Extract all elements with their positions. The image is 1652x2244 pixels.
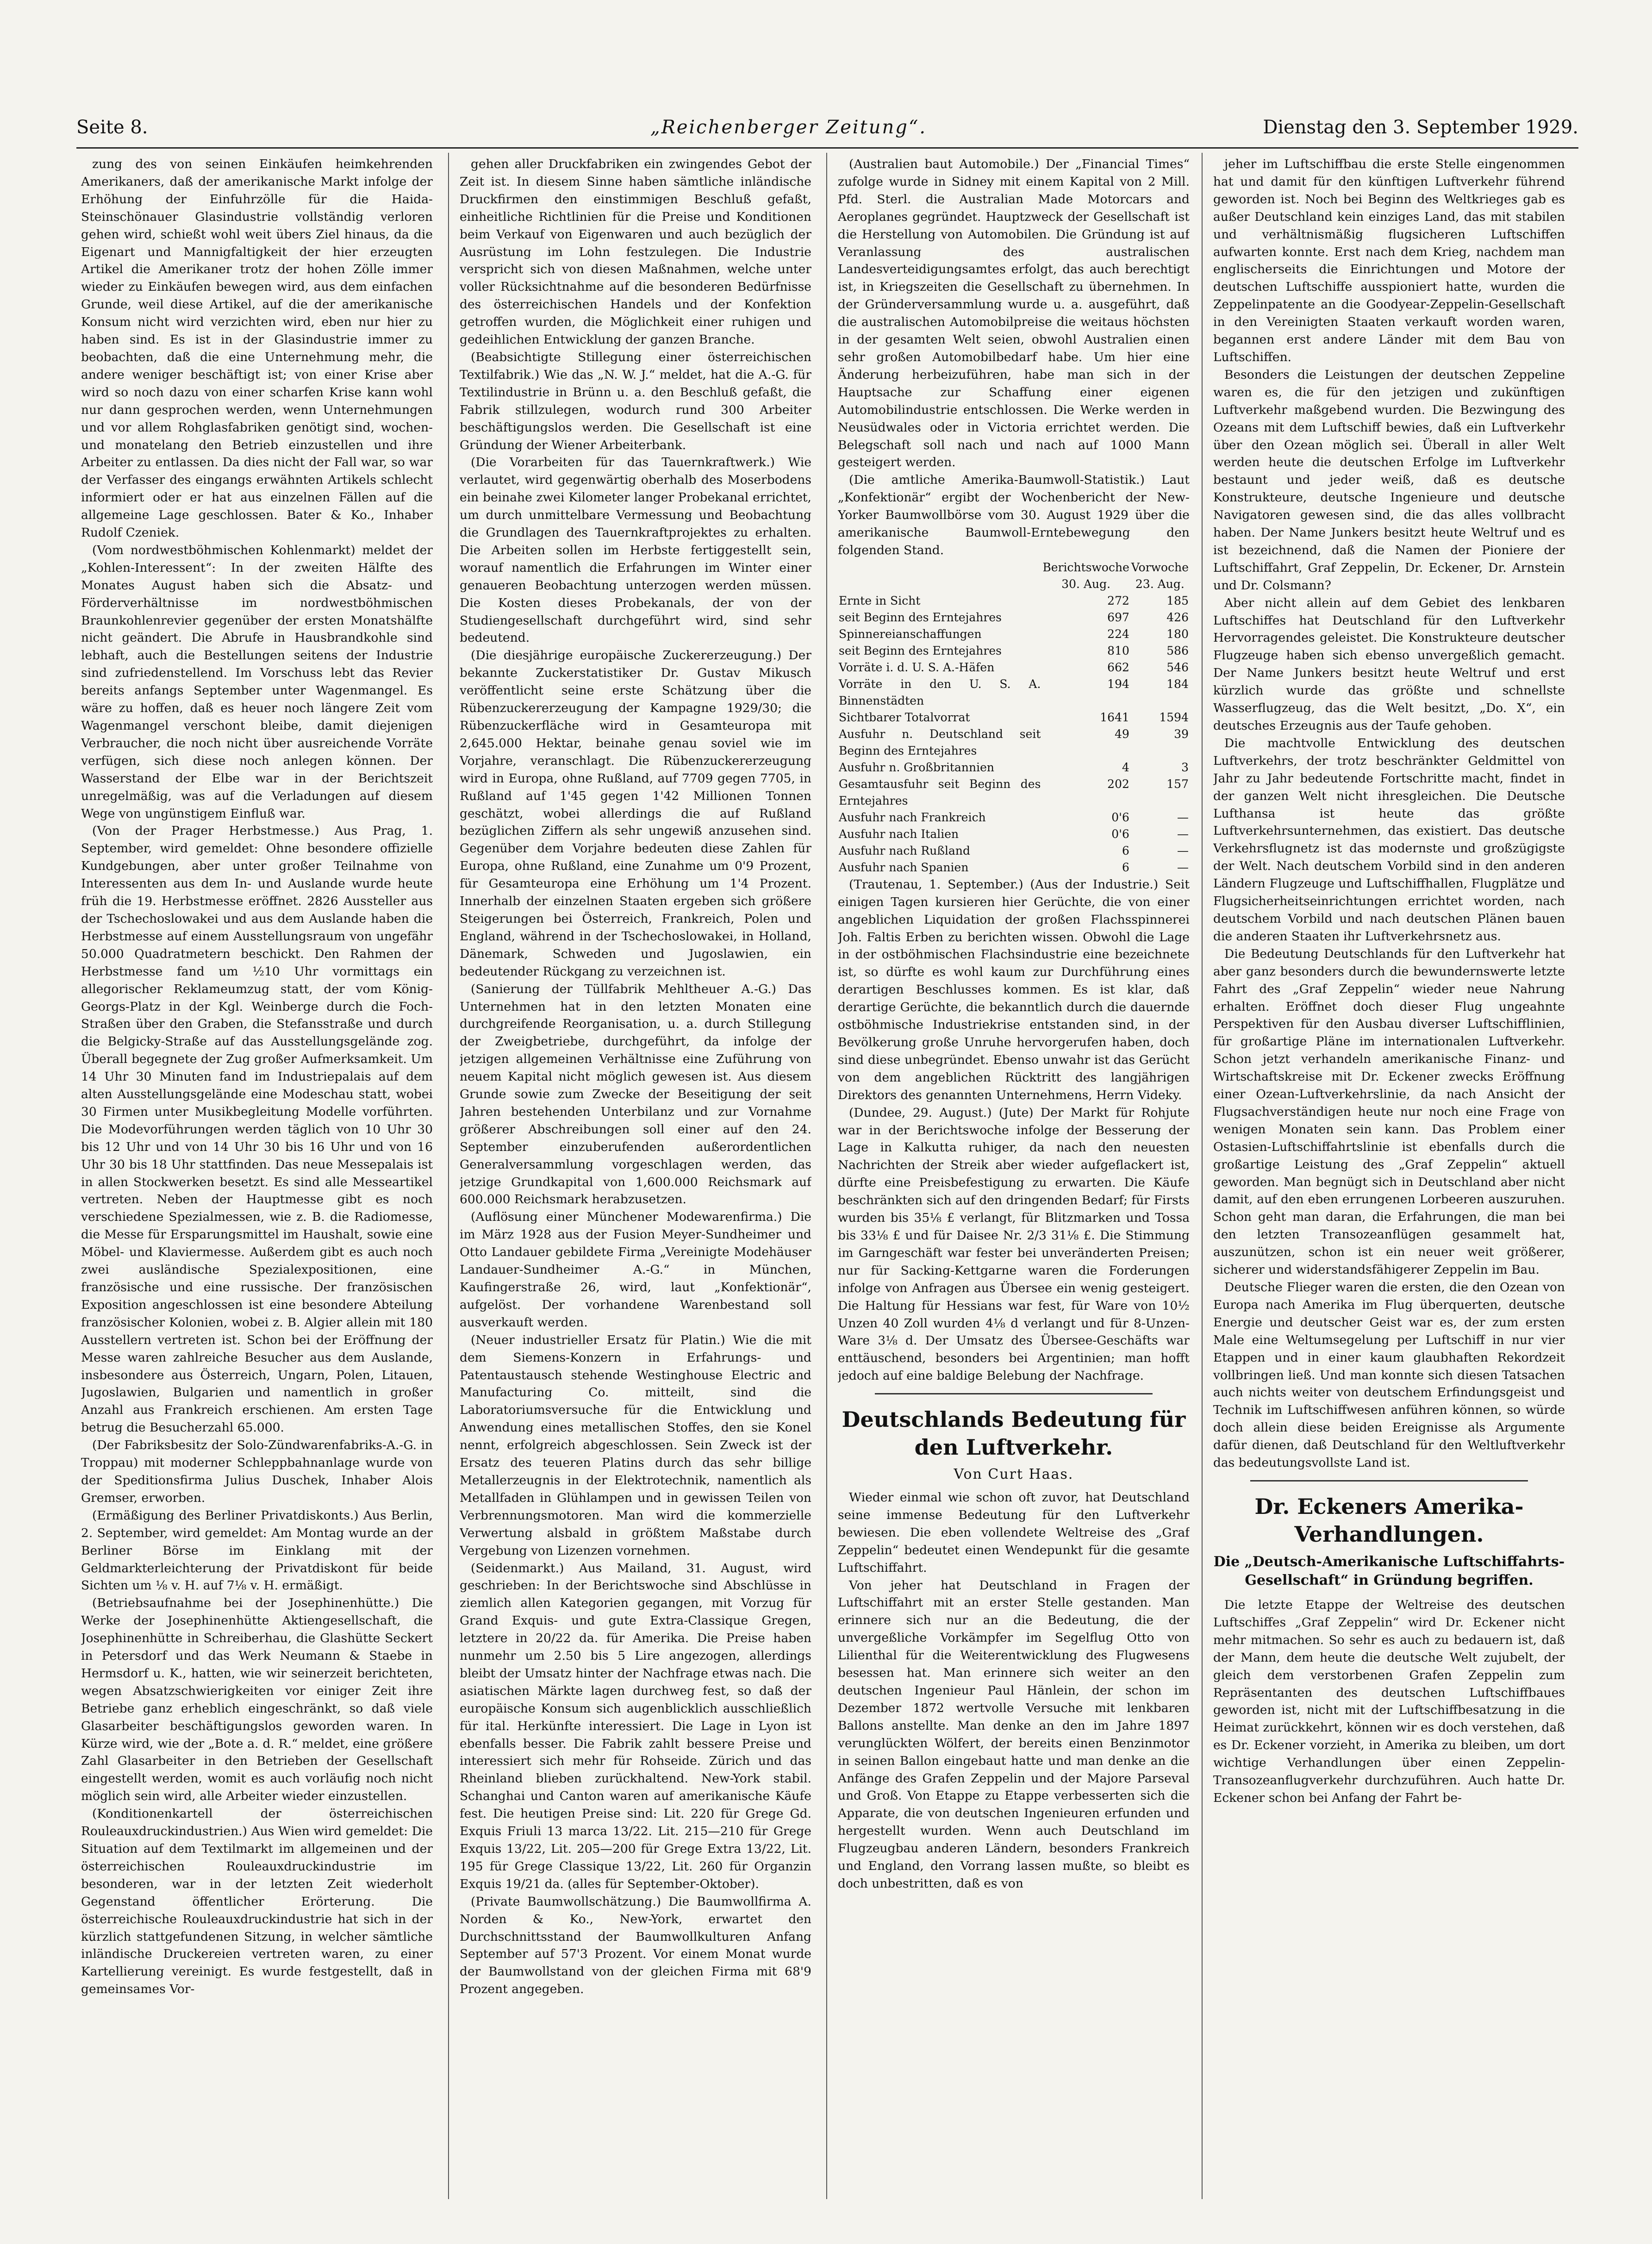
- table-cell-value: 4: [1122, 760, 1129, 774]
- table-cell-label: Ausfuhr nach Spanien: [839, 860, 969, 874]
- table-row: [838, 843, 1190, 859]
- table-cell-value: 3: [1181, 760, 1189, 774]
- table-cell-label: Sichtbarer Totalvorrat: [839, 710, 970, 724]
- table-cell-label: Ausfuhr nach Rußland: [839, 844, 971, 857]
- table-row: [838, 676, 1190, 709]
- table-cell-value: 194: [1107, 677, 1129, 691]
- section-rule: [1250, 1480, 1528, 1481]
- column-divider: [1202, 153, 1203, 2199]
- paragraph: (Dundee, 29. August.) (Jute) Der Markt für Rohjute war in der Berichtswoche infolge der Besserung der Lage in Kalkutta ruhiger, da nach den neuesten Nachrichten der Streik aber wieder aufgeflackert ist, dürfte eine Preisbefestigung zu erwarten. Die Käufe beschränkten sich auf den dringenden Bedarf; für Firsts wurden bis 35⅛ £ verlangt, für Blitzmarken und Tossa bis 33⅛ £ und für Daisee Nr. 2/3 31⅛ £. Die Stimmung im Garngeschäft war fester bei unveränderten Preisen; nur für Sacking-Kettgarne waren die Forderungen infolge von Anfragen aus Übersee ein wenig gesteigert. Die Haltung für Hessians war fest, für Ware von 10½ Unzen 40 Zoll wurden 4⅛ d verlangt und für 8-Unzen-Ware 3⅛ d. Der Umsatz des Übersee-Geschäfts war enttäuschend, besonders bei Argentinien; man hofft jedoch auf eine baldige Belebung der Nachfrage.: [838, 1105, 1190, 1383]
- paragraph: (Neuer industrieller Ersatz für Platin.) Wie die mit dem Siemens-Konzern in Erfahrungs- und Patentaustausch stehende Westinghouse Electric and Manufacturing Co. mitteilt, sind die Laboratoriumsversuche für die Entwicklung und Anwendung eines metallischen Stoffes, den sie Konel nennt, erfolgreich abgeschlossen. Sein Zweck ist der Ersatz des teueren Platins durch das sehr billige Metallerzeugnis in der Elektrotechnik, namentlich als Metallfaden in Glühlampen und in gewissen Teilen von Verbrennungsmotoren. Man wird die kommerzielle Verwertung alsbald in größtem Maßstabe durch Vergebung von Lizenzen vornehmen.: [460, 1332, 811, 1558]
- table-cell-value: 0'6: [1111, 827, 1129, 841]
- paragraph: Die machtvolle Entwicklung des deutschen Luftverkehrs, der trotz beschränkter Geldmittel von Jahr zu Jahr bedeutende Fortschritte macht, findet in der ganzen Welt nicht ihresgleichen. Die Deutsche Lufthansa ist heute das größte Luftverkehrsunternehmen, das existiert. Das deutsche Verkehrsflugnetz ist das modernste und großzügigste der Welt. Nach deutschem Vorbild sind in den anderen Ländern Flugzeuge und Luftschiffhallen, Flugplätze und Flugsicherheitseinrichtungen errichtet worden, nach deutschem Vorbild und nach deutschen Plänen bauen die anderen Staaten ihr Luftverkehrsnetz aus.: [1213, 736, 1565, 944]
- table-cell-label: Ausfuhr n. Deutschland seit Beginn des Erntejahres: [839, 727, 1041, 757]
- paragraph: (Australien baut Automobile.) Der „Financial Times“ zufolge wurde in Sidney mit einem Kapital von 2 Mill. Pfd. Sterl. die Australian Made Motorcars and Aeroplanes gegründet. Hauptzweck der Gesellschaft ist die Herstellung von Automobilen. Die Gründung ist auf Veranlassung des australischen Landesverteidigungsamtes erfolgt, das auch berechtigt ist, in Kriegszeiten die Gesellschaft zu übernehmen. In der Gründerversammlung wurde u. a. ausgeführt, daß die australischen Automobilpreise die weitaus höchsten in der gesamten Welt seien, obwohl Australien einen sehr großen Automobilbedarf habe. Um hier eine Änderung herbeizuführen, habe man sich in der Hauptsache zur Schaffung einer eigenen Automobilindustrie entschlossen. Die Werke werden in Neusüdwales oder in Victoria errichtet werden. Die Belegschaft soll nach und nach auf 1000 Mann gesteigert werden.: [838, 157, 1190, 470]
- paragraph: (Die Vorarbeiten für das Tauernkraftwerk.) Wie verlautet, wird gegenwärtig oberhalb des Moserbodens ein beinahe zwei Kilometer langer Probekanal errichtet, um durch unmittelbare Vermessung und Beobachtung die Grundlagen des Tauernkraftprojektes zu erhalten. Die Arbeiten sollen im Herbste fertiggestellt sein, worauf namentlich die Erfahrungen im Winter einer genaueren Beobachtung unterzogen werden müssen. Die Kosten dieses Probekanals, der von der Studiengesellschaft durchgeführt wird, sind sehr bedeutend.: [460, 455, 811, 645]
- table-cell-value: 49: [1115, 727, 1129, 741]
- table-row: [838, 759, 1190, 776]
- table-cell-value: —: [1177, 810, 1189, 824]
- table-cell-value: 1594: [1159, 710, 1189, 724]
- table-cell-value: 185: [1166, 594, 1189, 607]
- paragraph: Besonders die Leistungen der deutschen Zeppeline waren es, die für den jetzigen und zukünftigen Luftverkehr maßgebend wurden. Die Bezwingung des Ozeans mit dem Luftschiff bewies, daß ein Luftverkehr über den Ozean möglich sei. Überall in aller Welt werden heute die deutschen Erfolge im Luftverkehr bestaunt und jeder weiß, daß es deutsche Konstrukteure, deutsche Ingenieure und deutsche Navigatoren gewesen sind, die das alles vollbracht haben. Der Name Junkers besitzt heute Weltruf und es ist bezeichnend, daß die Namen der Pioniere der Luftschiffahrt, Graf Zeppelin, Dr. Eckener, Dr. Arnstein und Dr. Colsmann?: [1213, 367, 1565, 593]
- article-headline: Deutschlands Bedeutung für den Luftverkehr.: [842, 1407, 1186, 1460]
- table-cell-label: Spinnereianschaffungen: [839, 627, 982, 641]
- paragraph: gehen aller Druckfabriken ein zwingendes Gebot der Zeit ist. In diesem Sinne haben sämtliche inländische Druckfirmen den einstimmigen Beschluß gefaßt, einheitliche Richtlinien für die Preise und Konditionen beim Verkauf von Eigenwaren und auch bezüglich der Ausrüstung im Lohn festzulegen. Die Industrie verspricht sich von diesen Maßnahmen, welche unter voller Rücksichtnahme auf die besonderen Bedürfnisse des österreichischen Handels und der Konfektion getroffen wurden, die Möglichkeit einer ruhigen und gedeihlichen Entwicklung der ganzen Branche.: [460, 157, 811, 347]
- header-rule: [76, 147, 1578, 149]
- paragraph: (Vom nordwestböhmischen Kohlenmarkt) meldet der „Kohlen-Interessent“: In der zweiten Hälfte des Monates August haben sich die Absatz- und Förderverhältnisse im nordwestböhmischen Braunkohlenrevier gegenüber der ersten Monatshälfte nicht geändert. Die Abrufe in Hausbrandkohle sind lebhaft, auch die Bestellungen seitens der Industrie sind zufriedenstellend. Im Vorschuss lebt das Revier bereits anfangs September unter Wagenmangel. Es wäre zu hoffen, daß es heuer noch längere Zeit vom Wagenmangel verschont bleibe, damit diejenigen Verbraucher, die noch nicht über ausreichende Vorräte verfügen, sich diese noch anlegen können. Der Wasserstand der Elbe war in der Berichtszeit unregelmäßig, was auf die Verladungen auf diesem Wege von ungünstigem Einfluß war.: [81, 543, 433, 821]
- paragraph: Die Bedeutung Deutschlands für den Luftverkehr hat aber ganz besonders durch die bewundernswerte letzte Fahrt des „Graf Zeppelin“ wieder neue Nahrung erhalten. Eröffnet doch dieser Flug ungeahnte Perspektiven für den Ausbau diverser Luftschifflinien, für großartige Pläne im internationalen Luftverkehr. Schon jetzt verhandeln amerikanische Finanz- und Wirtschaftskreise mit Dr. Eckener zwecks Eröffnung einer Ozean-Luftverkehrslinie, da nach Ansicht der Flugsachverständigen heute nur noch eine Frage von wenigen Monaten sein kann. Das Problem einer Ostasien-Luftschiffahrtslinie ist ebenfalls durch die großartige Leistung des „Graf Zeppelin“ aktuell geworden. Man begnügt sich in Deutschland aber nicht damit, auf den eben errungenen Lorbeeren auszuruhen. Schon geht man daran, die Erfahrungen, die man bei den letzten Transozeanflügen gesammelt hat, auszunützen, schon ist ein neuer weit größerer, sicherer und widerstandsfähigerer Zeppelin im Bau.: [1213, 946, 1565, 1277]
- paragraph: (Ermäßigung des Berliner Privatdiskonts.) Aus Berlin, 2. September, wird gemeldet: Am Montag wurde an der Berliner Börse im Einklang mit der Geldmarkterleichterung der Privatdiskont für beide Sichten um ⅛ v. H. auf 7⅛ v. H. ermäßigt.: [81, 1508, 433, 1593]
- issue-date: Dienstag den 3. September 1929.: [1263, 117, 1578, 138]
- paragraph: (Seidenmarkt.) Aus Mailand, 31. August, wird geschrieben: In der Berichtswoche sind Abschlüsse in ziemlich allen Kategorien gegangen, mit Vorzug für Grand Exquis- und gute Extra-Classique Gregen, letztere in 20/22 da. für Amerika. Die Preise haben nunmehr um 2.50 bis 5 Lire angezogen, allerdings bleibt der Umsatz hinter der Nachfrage etwas nach. Die asiatischen Märkte lagen durchweg fest, so daß der europäische Konsum sich augenblicklich ausschließlich für ital. Herkünfte interessiert. Die Lage in Lyon ist ebenfalls besser. Die Fabrik zahlt bessere Preise und interessiert sich mehr für Rohseide. Zürich und das Rheinland blieben zurückhaltend. New-York stabil. Schanghai und Canton waren auf amerikanische Käufe fest. Die heutigen Preise sind: Lit. 220 für Grege Gd. Exquis Friuli 13 marca 13/22. Lit. 215—210 für Grege Exquis 13/22, Lit. 205—200 für Grege Extra 13/22, Lit. 195 für Grege Classique 13/22, Lit. 260 für Organzin Exquis 19/21 da. (alles für September-Oktober).: [460, 1561, 811, 1891]
- table-cell-value: 546: [1166, 660, 1189, 674]
- table-col-header: Berichtswoche 30. Aug.: [1042, 560, 1129, 591]
- table-cell-label: Ausfuhr nach Frankreich: [839, 810, 986, 824]
- second-headline: Dr. Eckeners Amerika-Verhandlungen.: [1254, 1494, 1524, 1547]
- paragraph: zung des von seinen Einkäufen heimkehrenden Amerikaners, daß der amerikanische Markt infolge der Erhöhung der Einfuhrzölle für die Haida-Steinschönauer Glasindustrie vollständig verloren gehen wird, schießt wohl weit übers Ziel hinaus, da die Eigenart und Mannigfaltigkeit der hier erzeugten Artikel die Amerikaner trotz der hohen Zölle immer wieder zu Einkäufen bewegen wird, aus dem einfachen Grunde, weil diese Artikel, auf die der amerikanische Konsum nicht wird verzichten wird, eben nur hier zu haben sind. Es ist in der Glasindustrie immer zu beobachten, daß die eine Unternehmung mehr, die andere weniger beschäftigt ist; von einer Krise aber wird so noch dazu von einer scharfen Krise kann wohl nur dann gesprochen werden, wenn Unternehmungen und vor allem Rohglasfabriken genötigt sind, wochen- und monatelang den Betrieb einzustellen und ihre Arbeiter zu entlassen. Da dies nicht der Fall war, so war der Verfasser des eingangs erwähnten Artikels schlecht informiert oder er hat aus einzelnen Fällen auf die allgemeine Lage geschlossen. Bater & Ko., Inhaber Rudolf Czeniek.: [81, 157, 433, 540]
- second-subhead: Die „Deutsch-Amerikanische Luftschiffahrts-Gesellschaft“ in Gründung begriffen.: [1213, 1553, 1565, 1588]
- table-row: [838, 593, 1190, 609]
- newspaper-title: „Reichenberger Zeitung“.: [650, 117, 927, 138]
- table-row: [838, 826, 1190, 843]
- page-header: [76, 115, 1578, 144]
- column-4: [1213, 156, 1565, 2225]
- paragraph: (Die diesjährige europäische Zuckererzeugung.) Der bekannte Zuckerstatistiker Dr. Gustav Mikusch veröffentlicht seine erste Schätzung über die Rübenzuckererzeugung der Kampagne 1929/30; die Rübenzuckerfläche wird in Gesamteuropa mit 2,645.000 Hektar, beinahe genau soviel wie im Vorjahre, veranschlagt. Die Rübenzuckererzeugung wird in Europa, ohne Rußland, auf 7709 gegen 7705, in Rußland auf 1'45 gegen 1'42 Millionen Tonnen geschätzt, wobei allerdings die auf Rußland bezüglichen Ziffern als sehr ungewiß anzusehen sind. Gegenüber dem Vorjahre bedeuten diese Zahlen für Europa, ohne Rußland, eine Zunahme um 0'9 Prozent, für Gesamteuropa eine Erhöhung um 1'4 Prozent. Innerhalb der einzelnen Staaten ergeben sich größere Steigerungen bei Österreich, Frankreich, Polen und England, während in der Tschechoslowakei, in Holland, Dänemark, Schweden und Jugoslawien, ein bedeutender Rückgang zu verzeichnen ist.: [460, 648, 811, 979]
- table-row: [838, 626, 1190, 643]
- paragraph: jeher im Luftschiffbau die erste Stelle eingenommen hat und damit für den künftigen Luftverkehr führend geworden ist. Noch bei Beginn des Weltkrieges gab es außer Deutschland kein einziges Land, das mit stabilen und verhältnismäßig flugsicheren Luftschiffen aufwarten konnte. Erst nach dem Krieg, nachdem man englischerseits die Einrichtungen und Motore der deutschen Luftschiffe ausspioniert hatte, wurden die Zeppelinpatente an die Goodyear-Zeppelin-Gesellschaft in den Vereinigten Staaten verkauft worden waren, begannen erst andere Länder mit dem Bau von Luftschiffen.: [1213, 157, 1565, 364]
- paragraph: (Auflösung einer Münchener Modewarenfirma.) Die im März 1928 aus der Fusion Meyer-Sundheimer und Otto Landauer gebildete Firma „Vereinigte Modehäuser Landauer-Sundheimer A.-G.“ in München, Kaufingerstraße 26, wird, laut „Konfektionär“, aufgelöst. Der vorhandene Warenbestand soll ausverkauft werden.: [460, 1210, 811, 1330]
- paragraph: (Private Baumwollschätzung.) Die Baumwollfirma A. Norden & Ko., New-York, erwartet den Durchschnittsstand der Baumwollkulturen Anfang September auf 57'3 Prozent. Vor einem Monat wurde der Baumwollstand von der gleichen Firma mit 68'9 Prozent angegeben.: [460, 1894, 811, 1997]
- table-cell-value: 810: [1107, 644, 1129, 657]
- table-cell-value: 0'6: [1111, 810, 1129, 824]
- table-cell-value: —: [1177, 844, 1189, 857]
- table-row: [838, 776, 1190, 809]
- table-row: [838, 709, 1190, 726]
- paragraph: (Beabsichtigte Stillegung einer österreichischen Textilfabrik.) Wie das „N. W. J.“ meldet, hat die A.-G. für Textilindustrie in Brünn u. a. den Beschluß gefaßt, die Fabrik stillzulegen, wodurch rund 300 Arbeiter beschäftigungslos werden. Die Gesellschaft ist eine Gründung der Wiener Arbeiterbank.: [460, 350, 811, 452]
- table-cell-label: Ernte in Sicht: [839, 594, 921, 607]
- paragraph: Aber nicht allein auf dem Gebiet des lenkbaren Luftschiffes hat Deutschland für den Luftverkehr Hervorragendes geleistet. Die Konstrukteure deutscher Flugzeuge haben sich ebenso unvergeßlich gemacht. Der Name Junkers besitzt heute Weltruf und erst kürzlich wurde das größte und schnellste Wasserflugzeug, das die Welt besitzt, „Do. X“, ein deutsches Erzeugnis aus der Taufe gehoben.: [1213, 595, 1565, 733]
- table-cell-label: Vorräte in den U. S. A. Binnenstädten: [839, 677, 1041, 707]
- table-cell-label: Vorräte i. d. U. S. A.-Häfen: [839, 660, 995, 674]
- paragraph: Wieder einmal wie schon oft zuvor, hat Deutschland seine immense Bedeutung für den Luftverkehr bewiesen. Die eben vollendete Weltreise des „Graf Zeppelin“ bedeutet einen Wendepunkt für die gesamte Luftschiffahrt.: [838, 1490, 1190, 1575]
- table-cell-label: seit Beginn des Erntejahres: [839, 644, 1002, 657]
- cotton-statistics-table: [838, 559, 1190, 876]
- paragraph: (Sanierung der Tüllfabrik Mehltheuer A.-G.) Das Unternehmen hat in den letzten Monaten eine durchgreifende Reorganisation, u. a. durch Stillegung der Zweigbetriebe, durchgeführt, da infolge der jetzigen allgemeinen Verhältnisse eine Zuführung von neuem Kapital nicht möglich gewesen ist. Aus diesem Grunde sowie zum Zwecke der Beseitigung der seit Jahren bestehenden Unterbilanz und zur Vornahme größerer Abschreibungen soll einer auf den 24. September einzuberufenden außerordentlichen Generalversammlung vorgeschlagen werden, das jetzige Grundkapital von 1,600.000 Reichsmark auf 600.000 Reichsmark herabzusetzen.: [460, 981, 811, 1207]
- table-cell-value: 426: [1166, 610, 1189, 624]
- table-cell-value: 184: [1166, 677, 1189, 691]
- column-divider: [826, 153, 827, 2199]
- column-1: [81, 156, 433, 2225]
- table-row: [838, 643, 1190, 659]
- paragraph: Deutsche Flieger waren die ersten, die den Ozean von Europa nach Amerika im Flug überquerten, deutsche Energie und deutscher Geist war es, der zum ersten Male eine Weltumsegelung per Luftschiff in nur vier Etappen und in einer kaum glaubhaften Rekordzeit vollbringen ließ. Und man konnte sich diesen Tatsachen auch nichts weiter von deutschem Erfindungsgeist und Technik im Luftschiffwesen anführen können, so würde doch allein diese beiden Ereignisse als Argumente dafür dienen, daß Deutschland für den Weltluftverkehr das bedeutungsvollste Land ist.: [1213, 1280, 1565, 1470]
- table-cell-value: 1641: [1100, 710, 1129, 724]
- table-row: [838, 659, 1190, 676]
- table-cell-value: 224: [1107, 627, 1129, 641]
- table-row: [838, 726, 1190, 759]
- page-number: Seite 8.: [76, 117, 148, 138]
- table-cell-value: 180: [1166, 627, 1189, 641]
- column-3: [838, 156, 1190, 2225]
- column-divider: [448, 153, 449, 2199]
- paragraph: (Von der Prager Herbstmesse.) Aus Prag, 1. September, wird gemeldet: Ohne besondere offizielle Kundgebungen, aber unter großer Teilnahme von Interessenten aus dem In- und Auslande wurde heute früh die 19. Herbstmesse eröffnet. 2826 Aussteller aus der Tschechoslowakei und aus dem Auslande haben die Herbstmesse auf einem Ausstellungsraum von ungefähr 50.000 Quadratmetern beschickt. Den Rahmen der Herbstmesse fand um ½10 Uhr vormittags ein allegorischer Reklameumzug statt, der vom König-Georgs-Platz in der Kgl. Weinberge durch die Foch-Straßen über den Graben, die Stefansstraße und durch die Belgicky-Straße auf das Ausstellungsgelände zog. Überall begegnete der Zug großer Aufmerksamkeit. Um 14 Uhr 30 Minuten fand im Industriepalais auf dem alten Ausstellungsgelände eine Modeschau statt, wobei 30 Firmen unter Musikbegleitung Modelle vorführten. Die Modevorführungen werden täglich von 10 Uhr 30 bis 12 Uhr und von 14 Uhr 30 bis 16 Uhr und von 16 Uhr 30 bis 18 Uhr stattfinden. Das neue Messepalais ist in allen Stockwerken besetzt. Es sind alle Messeartikel vertreten. Neben der Hauptmesse gibt es noch verschiedene Spezialmessen, wie z. B. die Radiomesse, die Messe für Ersparungsmittel im Haushalt, sowie eine Möbel- und Klaviermesse. Außerdem gibt es auch noch zwei ausländische Spezialexpositionen, eine französische und eine russische. Der französischen Exposition angeschlossen ist eine besondere Abteilung französischer Kolonien, wobei z. B. Algier allein mit 180 Ausstellern vertreten ist. Schon bei der Eröffnung der Messe waren zahlreiche Besucher aus dem Auslande, insbesondere aus Österreich, Ungarn, Polen, Litauen, Jugoslawien, Bulgarien und namentlich in großer Anzahl aus Frankreich erschienen. Am ersten Tage betrug die Besucherzahl 65.000.: [81, 824, 433, 1435]
- table-cell-value: 39: [1174, 727, 1189, 741]
- table-cell-value: —: [1177, 860, 1189, 874]
- paragraph: (Trautenau, 1. September.) (Aus der Industrie.) Seit einigen Tagen kursieren hier Gerüchte, die von einer angeblichen Liquidation der großen Flachsspinnerei Joh. Faltis Erben zu berichten wissen. Obwohl die Lage in der ostböhmischen Flachsindustrie eine bezeichnete ist, so dürfte es wohl kaum zur Durchführung eines derartigen Beschlusses kommen. Es ist klar, daß derartige Gerüchte, die bekanntlich durch die dauernde ostböhmische Industriekrise entstanden sind, in der Bevölkerung große Unruhe hervorgerufen haben, doch sind diese unbegründet. Ebenso unwahr ist das Gerücht von dem angeblichen Rücktritt des langjährigen Direktors des genannten Unternehmens, Herrn Videky.: [838, 877, 1190, 1102]
- paragraph: Die letzte Etappe der Weltreise des deutschen Luftschiffes „Graf Zeppelin“ wird Dr. Eckener nicht mehr mitmachen. So sehr es auch zu bedauern ist, daß der Mann, dem heute die deutsche Welt zujubelt, der gleich dem verstorbenen Grafen Zeppelin zum Repräsentanten des deutschen Luftschiffbaues geworden ist, nicht mit der Luftschiffbesatzung in die Heimat zurückkehrt, können wir es doch verstehen, daß es Dr. Eckener vorzieht, in Amerika zu bleiben, um dort wichtige Verhandlungen über einen Zeppelin-Transozeanflugverkehr durchzuführen. Auch hatte Dr. Eckener schon bei Anfang der Fahrt be-: [1213, 1597, 1565, 1805]
- section-rule: [875, 1393, 1153, 1394]
- paragraph: Von jeher hat Deutschland in Fragen der Luftschiffahrt mit an erster Stelle gestanden. Man erinnere sich nur an die Bedeutung, die der unvergeßliche Vorkämpfer im Segelflug Otto von Lilienthal für die Weiterentwicklung des Flugwesens besessen hat. Man erinnere sich weiter an den deutschen Ingenieur Paul Hänlein, der schon im Dezember 1872 wertvolle Versuche mit lenkbaren Ballons anstellte. Man denke an den im Jahre 1897 verunglückten Wölfert, der bereits einen Benzinmotor in seinen Ballon eingebaut hatte und man denke an die Anfänge des Grafen Zeppelin und der Majore Parseval und Groß. Von Etappe zu Etappe verbesserten sich die Apparate, die von deutschen Ingenieuren erfunden und hergestellt wurden. Wenn auch Deutschland im Flugzeugbau anderen Ländern, besonders Frankreich und England, den Vorrang lassen mußte, so bleibt es doch unbestritten, daß es von: [838, 1578, 1190, 1891]
- table-cell-value: 6: [1122, 844, 1129, 857]
- table-cell-label: seit Beginn des Erntejahres: [839, 610, 1002, 624]
- table-row: [838, 609, 1190, 626]
- table-cell-value: 586: [1166, 644, 1189, 657]
- paragraph: (Der Fabriksbesitz der Solo-Zündwarenfabriks-A.-G. in Troppau) mit moderner Schleppbahnanlage wurde von der Speditionsfirma Julius Duschek, Inhaber Alois Gremser, erworben.: [81, 1438, 433, 1505]
- table-row: [838, 809, 1190, 826]
- table-cell-value: —: [1177, 827, 1189, 841]
- table-cell-value: 272: [1107, 594, 1129, 607]
- table-cell-label: Gesamtausfuhr seit Beginn des Erntejahres: [839, 777, 1041, 807]
- paragraph: (Betriebsaufnahme bei der Josephinenhütte.) Die Werke der Josephinenhütte Aktiengesellschaft, die Josephinenhütte in Schreiberhau, die Glashütte Seckert in Petersdorf und das Werk Neumann & Staebe in Hermsdorf u. K., hatten, wie wir seinerzeit berichteten, wegen Absatzschwierigkeiten vor einiger Zeit ihre Betriebe ganz erheblich eingeschränkt, so daß viele Glasarbeiter beschäftigungslos geworden waren. In Kürze wird, wie der „Bote a. d. R.“ meldet, eine größere Zahl Glasarbeiter in den Betrieben der Gesellschaft eingestellt werden, womit es auch vorläufig noch nicht möglich sein wird, alle Arbeiter wieder einzustellen.: [81, 1596, 433, 1804]
- table-cell-label: Ausfuhr nach Italien: [839, 827, 959, 841]
- table-header-row: [838, 559, 1190, 593]
- table-cell-value: 662: [1107, 660, 1129, 674]
- paragraph: (Die amtliche Amerika-Baumwoll-Statistik.) Laut „Konfektionär“ ergibt der Wochenbericht der New-Yorker Baumwollbörse vom 30. August 1929 über die amerikanische Baumwoll-Erntebewegung den folgenden Stand.: [838, 473, 1190, 557]
- column-2: [460, 156, 811, 2225]
- table-cell-value: 202: [1107, 777, 1129, 791]
- table-cell-value: 697: [1107, 610, 1129, 624]
- article-byline: Von Curt Haas.: [954, 1466, 1074, 1483]
- table-cell-value: 6: [1122, 860, 1129, 874]
- table-cell-value: 157: [1166, 777, 1189, 791]
- paragraph: (Konditionenkartell der österreichischen Rouleauxdruckindustrien.) Aus Wien wird gemeldet: Die Situation auf dem Textilmarkt im allgemeinen und der österreichischen Rouleauxdruckindustrie im besonderen, war in der letzten Zeit wiederholt Gegenstand öffentlicher Erörterung. Die österreichische Rouleauxdruckindustrie hat sich in der kürzlich stattgefundenen Sitzung, in welcher sämtliche inländische Druckereien vertreten waren, zu einer Kartellierung vereinigt. Es wurde festgestellt, daß in gemeinsames Vor-: [81, 1806, 433, 1997]
- table-col-header: Vorwoche 23. Aug.: [1131, 560, 1189, 591]
- table-row: [838, 859, 1190, 876]
- table-cell-label: Ausfuhr n. Großbritannien: [839, 760, 994, 774]
